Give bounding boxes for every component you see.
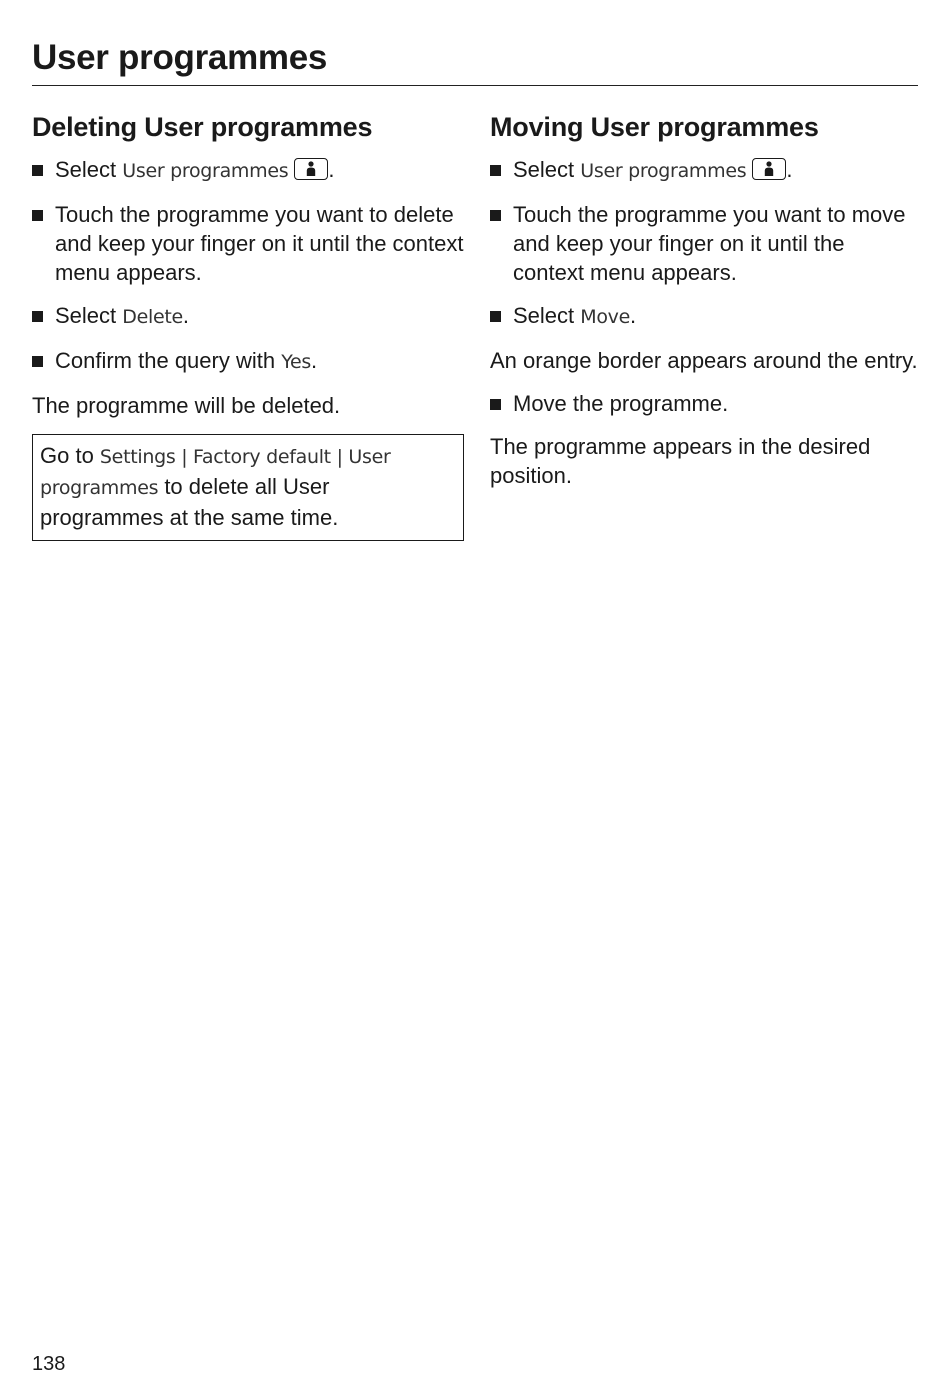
deleting-result: The programme will be deleted. bbox=[32, 393, 341, 418]
deleting-step-4 bbox=[32, 346, 464, 377]
deleting-section bbox=[32, 108, 464, 541]
bullet-icon bbox=[32, 356, 43, 367]
ui-label-user-programmes: User programmes bbox=[122, 160, 289, 182]
step-text: Select bbox=[55, 303, 123, 328]
step-text: Confirm the query with bbox=[55, 348, 282, 373]
step-punct: . bbox=[630, 303, 637, 328]
step-text: Move the programme. bbox=[513, 391, 729, 416]
bullet-icon bbox=[32, 165, 43, 176]
title-divider bbox=[32, 85, 918, 86]
note-go-to: Go to bbox=[40, 443, 100, 468]
note-box bbox=[32, 434, 464, 541]
step-text: Touch the programme you want to delete and keep your finger on it until the context menu appears. bbox=[55, 202, 464, 285]
step-punct: . bbox=[786, 157, 793, 182]
bullet-icon bbox=[490, 399, 501, 410]
step-punct: . bbox=[182, 303, 190, 328]
person-icon bbox=[294, 158, 328, 180]
bullet-icon bbox=[490, 210, 501, 221]
moving-section bbox=[490, 108, 918, 504]
bullet-icon bbox=[490, 311, 501, 322]
page-title: User programmes bbox=[32, 38, 328, 77]
ui-label-user-programmes: User programmes bbox=[580, 160, 747, 182]
deleting-heading: Deleting User programmes bbox=[32, 112, 373, 142]
bullet-icon bbox=[32, 311, 43, 322]
page-number: 138 bbox=[32, 1353, 66, 1375]
moving-step-4 bbox=[490, 389, 918, 418]
step-text: Select bbox=[513, 303, 581, 328]
ui-label-delete: Delete bbox=[122, 306, 183, 328]
note-rest: to delete all User programmes at the same time. bbox=[40, 474, 339, 530]
moving-result: The programme appears in the desired position. bbox=[490, 434, 871, 488]
person-icon bbox=[752, 158, 786, 180]
step-text: Touch the programme you want to move and keep your finger on it until the context menu appears. bbox=[513, 202, 906, 285]
ui-path-settings: Settings | Factory default | User programmes bbox=[40, 446, 391, 499]
moving-step-3 bbox=[490, 301, 918, 332]
moving-step-1 bbox=[490, 155, 918, 186]
ui-label-yes: Yes bbox=[281, 351, 311, 373]
bullet-icon bbox=[32, 210, 43, 221]
moving-heading: Moving User programmes bbox=[490, 112, 819, 142]
step-text: Select bbox=[55, 157, 123, 182]
deleting-step-2 bbox=[32, 200, 464, 287]
moving-info: An orange border appears around the entry. bbox=[490, 348, 918, 373]
step-punct: . bbox=[310, 348, 318, 373]
step-punct: . bbox=[328, 157, 335, 182]
deleting-step-1 bbox=[32, 155, 464, 186]
moving-step-2 bbox=[490, 200, 918, 287]
bullet-icon bbox=[490, 165, 501, 176]
ui-label-move: Move bbox=[580, 306, 631, 328]
deleting-step-3 bbox=[32, 301, 464, 332]
step-text: Select bbox=[513, 157, 581, 182]
